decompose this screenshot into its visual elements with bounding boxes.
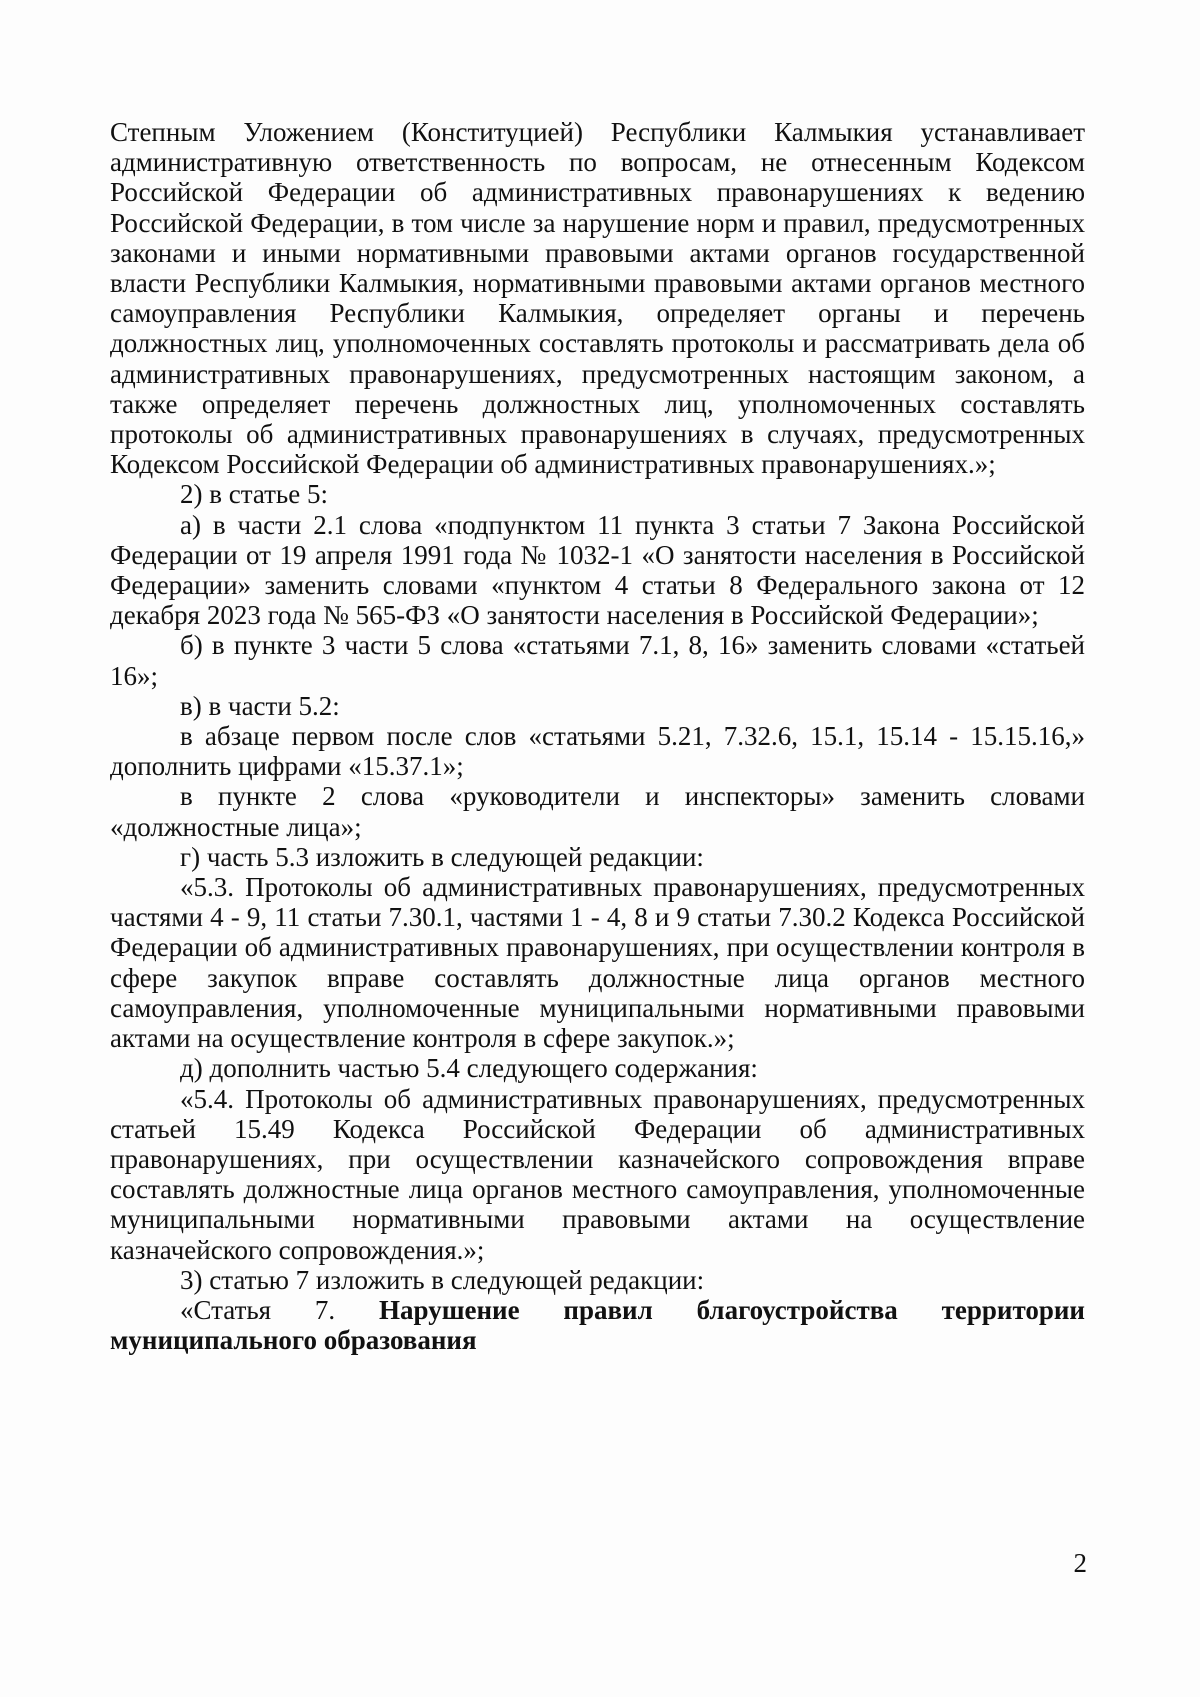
paragraph: 3) статью 7 изложить в следующей редакции:	[180, 1264, 705, 1295]
paragraph: в абзаце первом после слов «статьями 5.21, 7.32.6, 15.1, 15.14 - 15.15.16,» дополнить цифрами «15.37.1»;	[110, 721, 1085, 782]
article-heading	[110, 1295, 1085, 1355]
document-body	[110, 117, 1085, 1355]
paragraph: Степным Уложением (Конституцией) Республики Калмыкия устанавливает административную ответственность по вопросам, не отнесенным Кодексом Российской Федерации об административных правонарушениях к ведению Российской Федерации, в том числе за нарушение норм и правил, предусмотренных законами и иными нормативными правовыми актами органов государственной власти Республики Калмыкия, нормативными правовыми актами органов местного самоуправления Республики Калмыкия, определяет органы и перечень должностных лиц, уполномоченных составлять протоколы и рассматривать дела об административных правонарушениях, предусмотренных настоящим законом, а также определяет перечень должностных лиц, уполномоченных составлять протоколы об административных правонарушениях в случаях, предусмотренных Кодексом Российской Федерации об административных правонарушениях.»;	[110, 117, 1085, 480]
paragraph: б) в пункте 3 части 5 слова «статьями 7.1, 8, 16» заменить словами «статьей 16»;	[110, 630, 1085, 691]
page-number: 2	[1073, 1548, 1087, 1578]
paragraph: «5.3. Протоколы об административных правонарушениях, предусмотренных частями 4 - 9, 11 статьи 7.30.1, частями 1 - 4, 8 и 9 статьи 7.30.2 Кодекса Российской Федерации об административных правонарушениях, при осуществлении контроля в сфере закупок вправе составлять должностные лица органов местного самоуправления, уполномоченные муниципальными нормативными правовыми актами на осуществление контроля в сфере закупок.»;	[110, 872, 1085, 1054]
paragraph: в пункте 2 слова «руководители и инспекторы» заменить словами «должностные лица»;	[110, 781, 1085, 842]
paragraph: а) в части 2.1 слова «подпунктом 11 пункта 3 статьи 7 Закона Российской Федерации от 19 апреля 1991 года № 1032-1 «О занятости населения в Российской Федерации» заменить словами «пунктом 4 статьи 8 Федерального закона от 12 декабря 2023 года № 565-ФЗ «О занятости населения в Российской Федерации»;	[110, 509, 1085, 631]
paragraph: «5.4. Протоколы об административных правонарушениях, предусмотренных статьей 15.49 Кодекса Российской Федерации об административных правонарушениях, при осуществлении казначейского сопровождения вправе составлять должностные лица органов местного самоуправления, уполномоченные муниципальными нормативными правовыми актами на осуществление казначейского сопровождения.»;	[110, 1083, 1085, 1265]
paragraph: в) в части 5.2:	[180, 690, 340, 721]
paragraph: д) дополнить частью 5.4 следующего содержания:	[180, 1053, 758, 1084]
paragraph: 2) в статье 5:	[180, 479, 328, 510]
article-heading-title: Нарушение правил благоустройства территории муниципального образования	[110, 1294, 1085, 1356]
paragraph: г) часть 5.3 изложить в следующей редакции:	[180, 841, 704, 872]
article-heading-prefix: «Статья 7.	[180, 1294, 336, 1325]
